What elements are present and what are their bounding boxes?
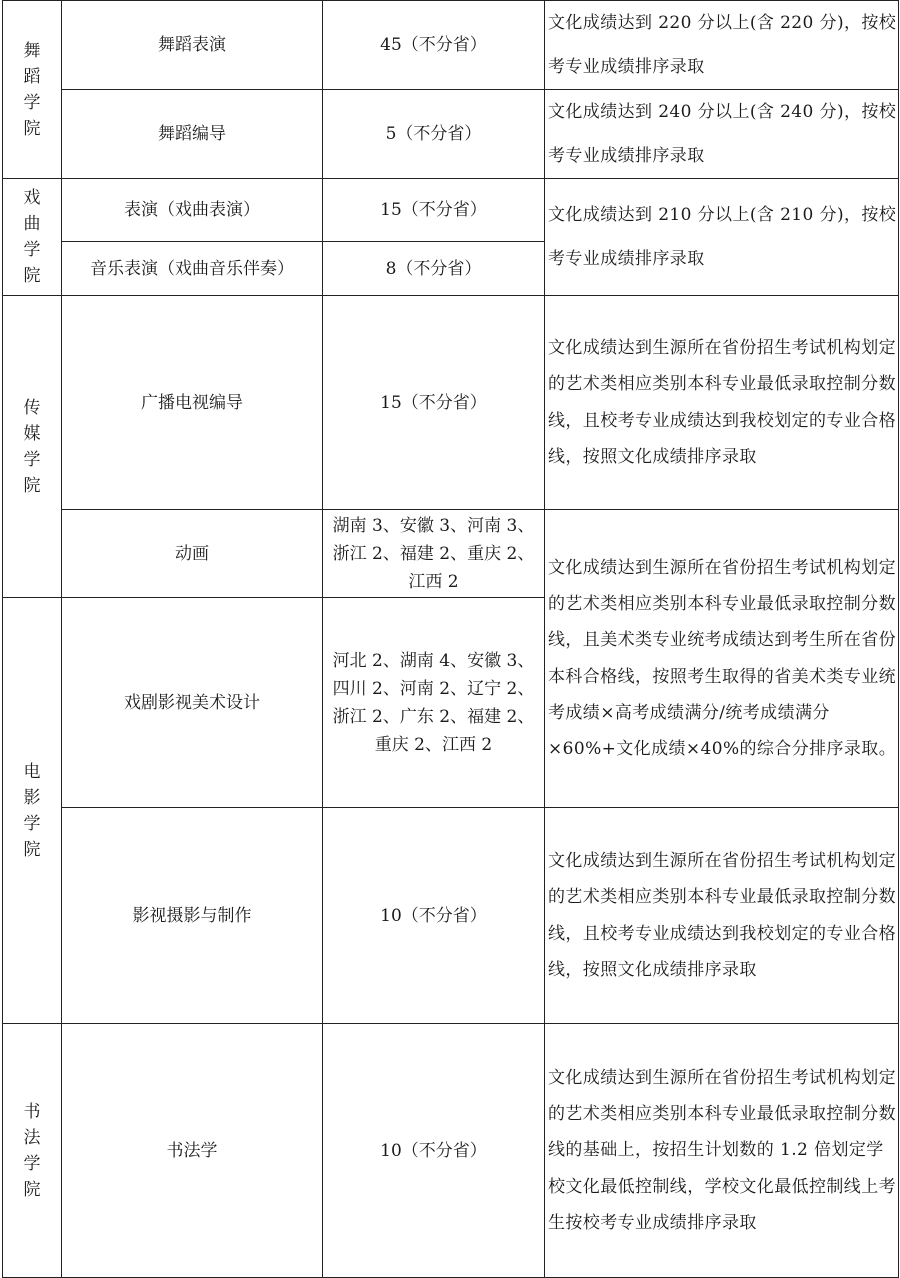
major-cell: 广播电视编导 [62,296,323,510]
college-cell [3,1,62,179]
table-row [3,179,899,242]
requirement-cell: 文化成绩达到生源所在省份招生考试机构划定的艺术类相应类别本科专业最低录取控制分数线，且美术类专业统考成绩达到考生所在省份本科合格线，按照考生取得的省美术类专业统考成绩×高考成绩满分/统考成绩满分×60%+文化成绩×40%的综合分排序录取。 [545,510,899,808]
college-name: 舞蹈学院 [23,40,41,139]
major-cell: 音乐表演（戏曲音乐伴奏） [62,242,323,296]
major-cell: 舞蹈表演 [62,1,323,90]
table-row [3,1024,899,1278]
major-cell: 书法学 [62,1024,323,1278]
requirement-cell: 文化成绩达到 210 分以上(含 210 分)，按校考专业成绩排序录取 [545,179,899,296]
college-name: 书法学院 [23,1101,41,1200]
college-cell [3,179,62,296]
quota-cell: 10（不分省） [323,808,545,1024]
requirement-cell: 文化成绩达到 240 分以上(含 240 分)，按校考专业成绩排序录取 [545,90,899,179]
quota-cell: 河北 2、湖南 4、安徽 3、四川 2、河南 2、辽宁 2、浙江 2、广东 2、福建 2、重庆 2、江西 2 [323,598,545,808]
college-name: 电影学院 [23,761,41,860]
requirement-cell: 文化成绩达到生源所在省份招生考试机构划定的艺术类相应类别本科专业最低录取控制分数线，且校考专业成绩达到我校划定的专业合格线，按照文化成绩排序录取 [545,808,899,1024]
table-row [3,1,899,90]
requirement-cell: 文化成绩达到 220 分以上(含 220 分)，按校考专业成绩排序录取 [545,1,899,90]
college-cell [3,598,62,1024]
major-cell: 影视摄影与制作 [62,808,323,1024]
quota-cell: 8（不分省） [323,242,545,296]
major-cell: 戏剧影视美术设计 [62,598,323,808]
college-name: 传媒学院 [23,397,41,496]
quota-cell: 15（不分省） [323,179,545,242]
college-cell [3,296,62,598]
major-cell: 表演（戏曲表演） [62,179,323,242]
requirement-cell: 文化成绩达到生源所在省份招生考试机构划定的艺术类相应类别本科专业最低录取控制分数线，且校考专业成绩达到我校划定的专业合格线，按照文化成绩排序录取 [545,296,899,510]
quota-cell: 15（不分省） [323,296,545,510]
major-cell: 动画 [62,510,323,598]
admission-table [2,0,899,1278]
college-name: 戏曲学院 [23,188,41,286]
quota-cell: 45（不分省） [323,1,545,90]
table-row [3,296,899,510]
quota-cell: 5（不分省） [323,90,545,179]
requirement-cell: 文化成绩达到生源所在省份招生考试机构划定的艺术类相应类别本科专业最低录取控制分数线的基础上，按招生计划数的 1.2 倍划定学校文化最低控制线，学校文化最低控制线上考生按校考专业成绩排序录取 [545,1024,899,1278]
quota-cell: 湖南 3、安徽 3、河南 3、浙江 2、福建 2、重庆 2、江西 2 [323,510,545,598]
quota-cell: 10（不分省） [323,1024,545,1278]
table-row [3,90,899,179]
table-row [3,510,899,598]
major-cell: 舞蹈编导 [62,90,323,179]
college-cell [3,1024,62,1278]
table-row [3,808,899,1024]
